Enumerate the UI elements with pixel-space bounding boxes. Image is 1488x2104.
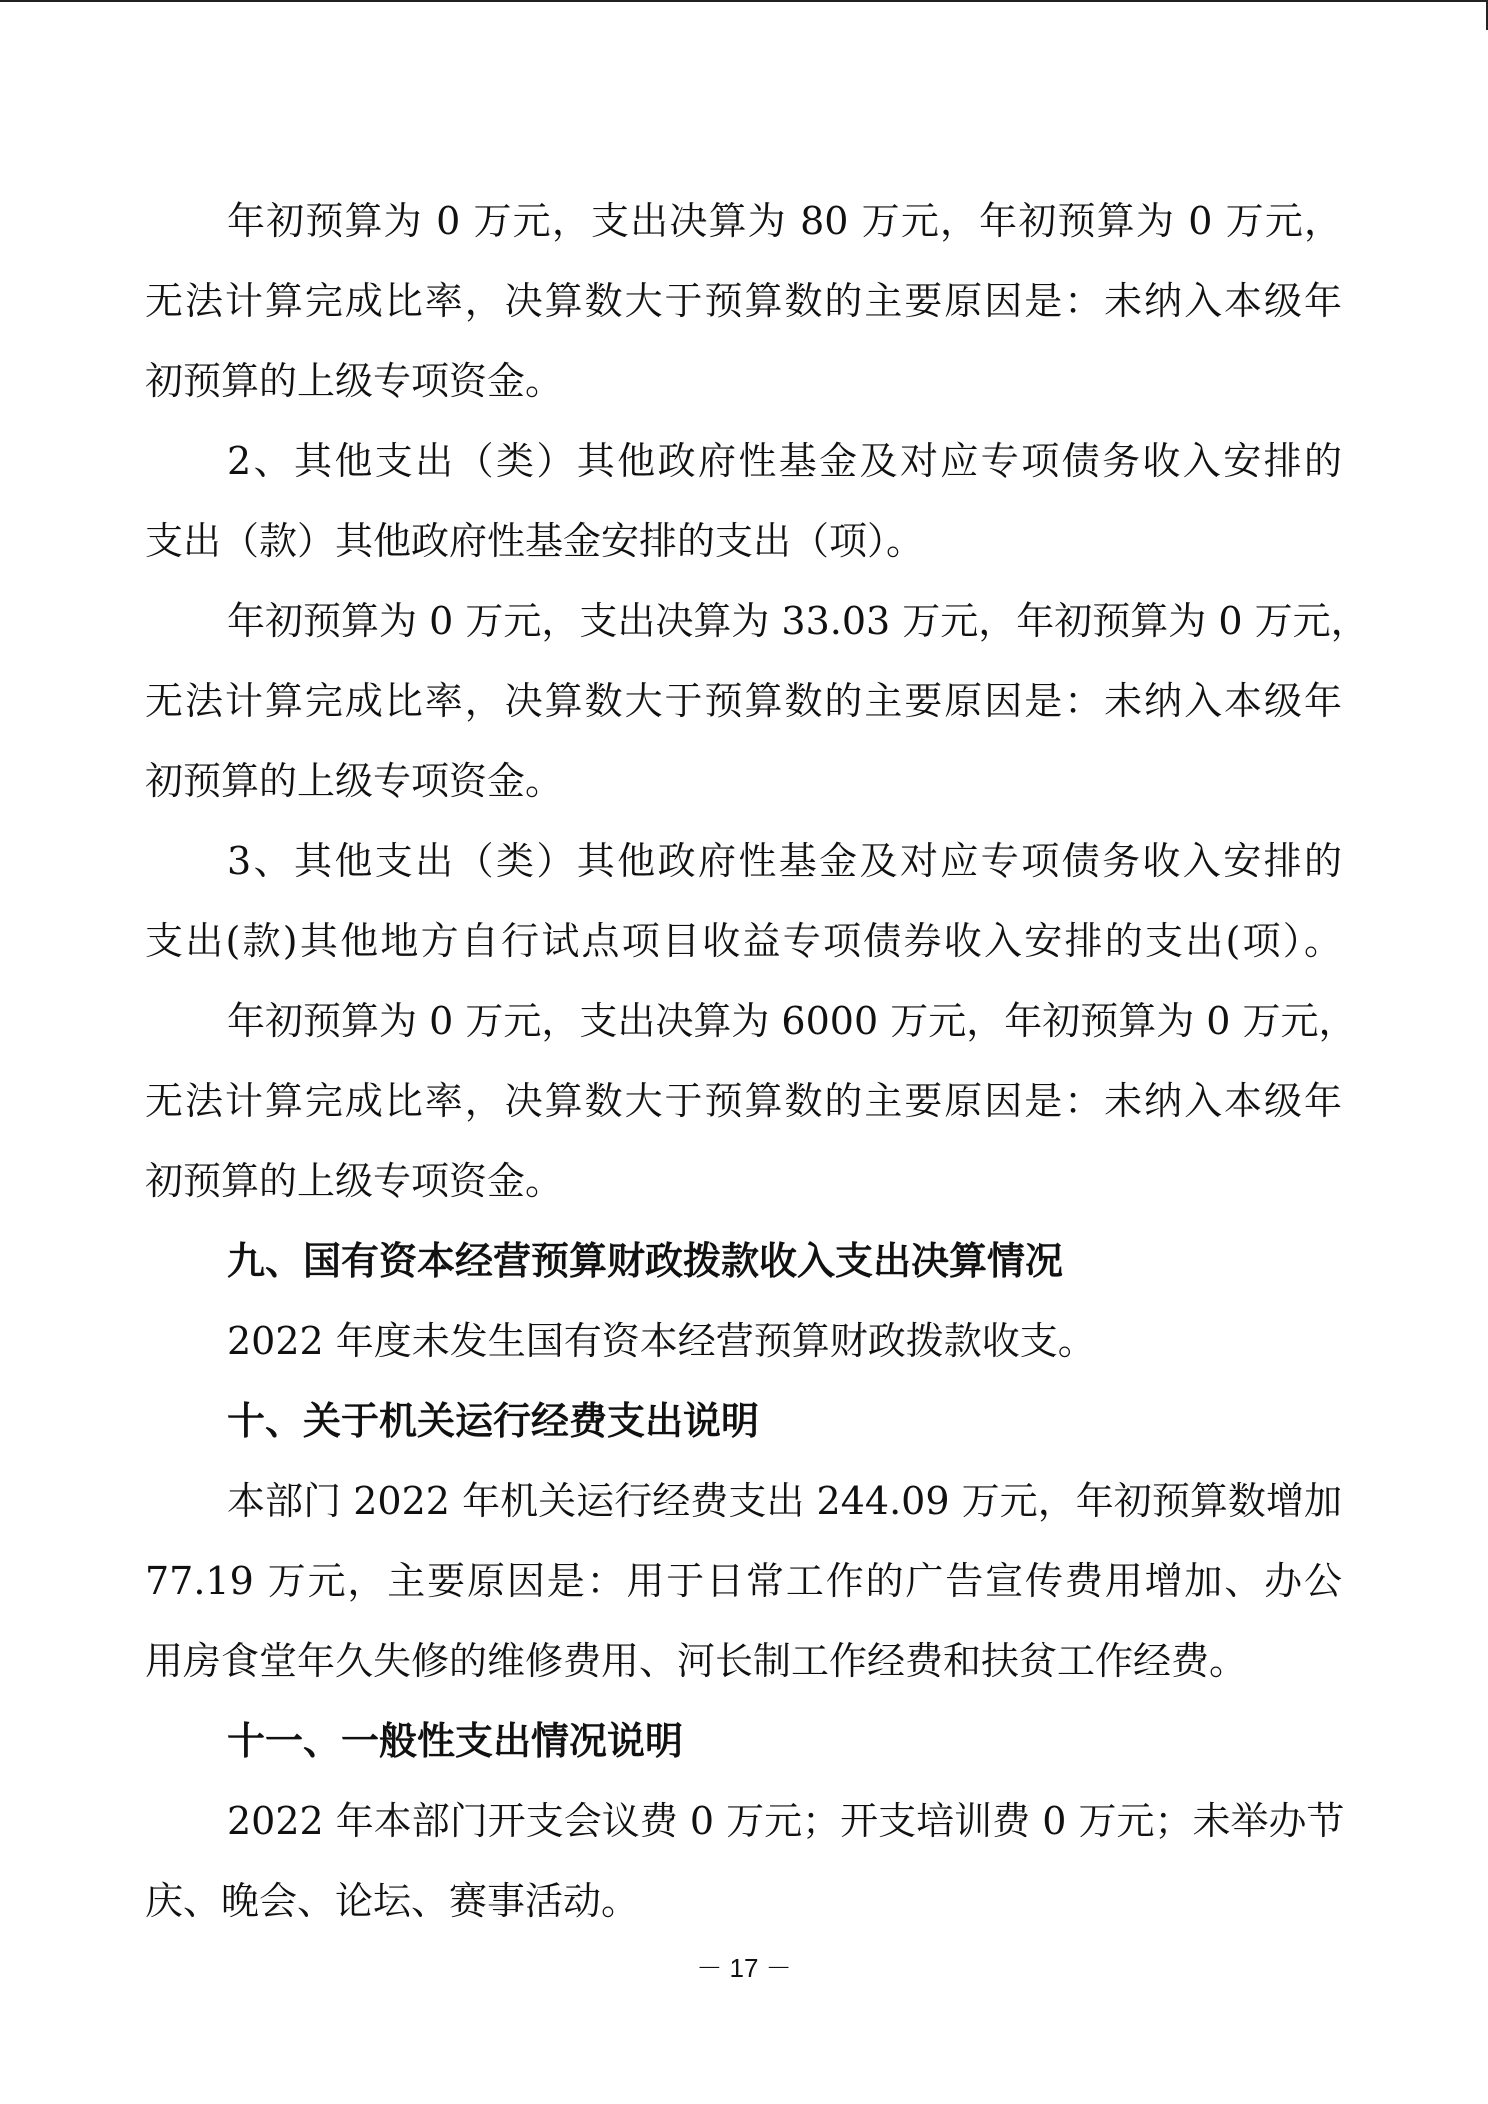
text-line: 支出(款)其他地方自行试点项目收益专项债券收入安排的支出(项）。	[145, 919, 1342, 963]
text-line: 初预算的上级专项资金。	[145, 759, 564, 803]
text-line: 无法计算完成比率，决算数大于预算数的主要原因是：未纳入本级年	[145, 279, 1342, 323]
text-line: 年初预算为 0 万元，支出决算为 6000 万元，年初预算为 0 万元，	[227, 999, 1357, 1043]
document-body	[145, 181, 1369, 1941]
text-line: 支出（款）其他政府性基金安排的支出（项）。	[145, 519, 925, 563]
text-line: 年初预算为 0 万元，支出决算为 33.03 万元，年初预算为 0 万元，	[227, 599, 1369, 643]
text-line: 3、其他支出（类）其他政府性基金及对应专项债务收入安排的	[227, 839, 1342, 883]
text-line: 2022 年度未发生国有资本经营预算财政拨款收支。	[227, 1319, 1096, 1363]
text-line: 77.19 万元，主要原因是：用于日常工作的广告宣传费用增加、办公	[145, 1559, 1342, 1603]
text-line: 无法计算完成比率，决算数大于预算数的主要原因是：未纳入本级年	[145, 1079, 1342, 1123]
section-heading: 十、关于机关运行经费支出说明	[227, 1399, 760, 1443]
page-top-border	[0, 0, 1488, 2]
text-line: 年初预算为 0 万元，支出决算为 80 万元，年初预算为 0 万元，	[227, 199, 1342, 243]
text-line: 庆、晚会、论坛、赛事活动。	[145, 1879, 640, 1923]
text-line: 2、其他支出（类）其他政府性基金及对应专项债务收入安排的	[227, 439, 1342, 483]
text-line: 本部门 2022 年机关运行经费支出 244.09 万元，年初预算数增加	[227, 1479, 1342, 1523]
text-line: 2022 年本部门开支会议费 0 万元；开支培训费 0 万元；未举办节	[227, 1799, 1345, 1843]
text-line: 初预算的上级专项资金。	[145, 359, 564, 403]
text-line: 用房食堂年久失修的维修费用、河长制工作经费和扶贫工作经费。	[145, 1639, 1248, 1683]
text-line: 初预算的上级专项资金。	[145, 1159, 564, 1203]
section-heading: 十一、一般性支出情况说明	[227, 1719, 684, 1763]
section-heading: 九、国有资本经营预算财政拨款收入支出决算情况	[227, 1239, 1064, 1283]
text-line: 无法计算完成比率，决算数大于预算数的主要原因是：未纳入本级年	[145, 679, 1342, 723]
page-number: － 17 －	[696, 1953, 792, 1983]
